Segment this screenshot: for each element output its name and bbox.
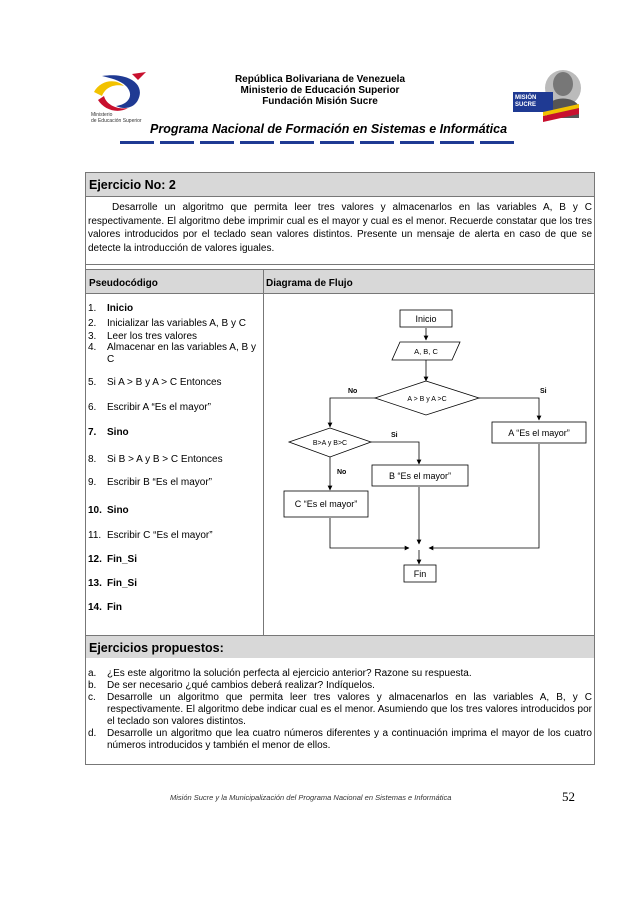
- output-b-label: B “Es el mayor”: [388, 471, 452, 481]
- line-text: Escribir A “Es el mayor”: [107, 402, 211, 413]
- item-letter: a.: [88, 668, 97, 679]
- exercise-table: [85, 172, 595, 765]
- line-text: Escribir C “Es el mayor”: [107, 530, 213, 541]
- ministry-logo-line: Ministerio: [91, 112, 113, 118]
- flow-arrow: [429, 444, 539, 548]
- proposed-item: [88, 668, 592, 680]
- flow-arrow: [371, 442, 419, 464]
- pseudocode-header: Pseudocódigo: [89, 278, 158, 289]
- line-number: 13.: [88, 578, 102, 589]
- line-number: 6.: [88, 402, 97, 413]
- program-title: Programa Nacional de Formación en Sistemas e Informática: [150, 122, 508, 136]
- line-number: 12.: [88, 554, 102, 565]
- ministry-logo-text: [91, 112, 151, 124]
- pseudocode-line: [88, 477, 212, 489]
- pseudocode-line: [88, 530, 213, 542]
- proposed-item: [88, 680, 592, 692]
- output-c-label: C “Es el mayor”: [294, 499, 358, 509]
- line-text: Sino: [107, 427, 129, 438]
- line-text: Inicio: [107, 303, 134, 314]
- header-rule: [120, 141, 520, 144]
- no-label: No: [348, 388, 358, 395]
- line-text: Sino: [107, 505, 129, 516]
- flow-arrow: [330, 518, 409, 548]
- pseudocode-line: [88, 505, 129, 517]
- line-text: Si A > B y A > C Entonces: [107, 377, 222, 388]
- line-number: 1.: [88, 303, 97, 314]
- line-text: Fin_Si: [107, 554, 138, 565]
- line-number: 10.: [88, 505, 102, 516]
- proposed-title: Ejercicios propuestos:: [89, 641, 224, 655]
- start-label: Inicio: [415, 314, 437, 324]
- pseudocode-line: [88, 554, 137, 566]
- output-a-label: A “Es el mayor”: [508, 428, 570, 438]
- line-number: 7.: [88, 427, 97, 438]
- line-text: Inicializar las variables A, B y C: [107, 318, 246, 329]
- header-line-1: República Bolivariana de Venezuela: [234, 74, 406, 85]
- si-label: Si: [391, 432, 398, 439]
- pseudocode-line: [88, 318, 246, 330]
- line-number: 11.: [88, 530, 102, 541]
- line-text: Almacenar en las variables A, B y C: [107, 342, 256, 365]
- flow-arrow: [479, 398, 539, 420]
- si-label: Si: [540, 388, 547, 395]
- line-number: 9.: [88, 477, 97, 488]
- line-text: Leer los tres valores: [107, 331, 198, 342]
- header-line-3: Fundación Misión Sucre: [262, 96, 378, 107]
- pseudocode-line: [88, 377, 222, 389]
- line-number: 8.: [88, 454, 97, 465]
- header-line-2: Ministerio de Educación Superior: [240, 85, 400, 96]
- pseudocode-line: [88, 402, 211, 414]
- header-institution: [160, 74, 480, 107]
- line-number: 3.: [88, 331, 97, 342]
- line-number: 14.: [88, 602, 102, 613]
- pseudocode-line: [88, 342, 257, 365]
- item-text: Desarrolle un algoritmo que lea cuatro números diferentes y a continuación imprima el mayor de los cuatro números introducidos y también el menor de ellos.: [107, 728, 592, 751]
- item-letter: d.: [88, 728, 97, 739]
- flow-arrow: [330, 398, 375, 427]
- item-text: Desarrolle un algoritmo que permita leer tres valores y almacenarlos en las variables A, B, y C respectivamente. El algoritmo debe indicar cual es el menor. Asumiendo que los tres valores introducidos por el teclado son valores distintos.: [107, 692, 592, 727]
- line-number: 5.: [88, 377, 97, 388]
- ministry-logo-icon: [88, 70, 154, 114]
- input-label: A, B, C: [414, 347, 438, 356]
- flowchart-header: Diagrama de Flujo: [266, 278, 353, 289]
- end-label: Fin: [413, 569, 427, 579]
- decision-1-label: A > B y A >C: [407, 396, 447, 403]
- mision-sucre-logo: [513, 66, 581, 126]
- flowchart: [264, 294, 594, 635]
- ministry-logo-line: de Educación Superior: [91, 118, 142, 124]
- item-letter: b.: [88, 680, 97, 691]
- column-header-row: [86, 269, 594, 294]
- mision-sucre-logo-text: MISIÓN SUCRE: [515, 95, 537, 108]
- page-number: 52: [562, 789, 575, 804]
- line-text: Si B > A y B > C Entonces: [107, 454, 223, 465]
- pseudocode-line: [88, 578, 137, 590]
- pseudocode-line: [88, 427, 129, 439]
- item-letter: c.: [88, 692, 96, 703]
- pseudocode-line: [88, 303, 133, 315]
- line-number: 2.: [88, 318, 97, 329]
- proposed-item: [88, 728, 592, 752]
- line-text: Fin: [107, 602, 122, 613]
- no-label: No: [337, 469, 347, 476]
- proposed-header: [86, 636, 594, 658]
- pseudocode-line: [88, 602, 122, 614]
- line-number: 4.: [88, 342, 97, 353]
- pseudocode-line: [88, 454, 223, 466]
- decision-2-label: B>A y B>C: [312, 440, 348, 447]
- line-text: Escribir B “Es el mayor”: [107, 477, 213, 488]
- footer-text: Misión Sucre y la Municipalización del Programa Nacional en Sistemas e Informática: [170, 793, 452, 802]
- item-text: ¿Es este algoritmo la solución perfecta al ejercicio anterior? Razone su respuesta.: [107, 668, 472, 679]
- item-text: De ser necesario ¿qué cambios deberá realizar? Indíquelos.: [107, 680, 375, 691]
- exercise-title: Ejercicio No: 2: [89, 178, 176, 192]
- exercise-description: Desarrolle un algoritmo que permita leer tres valores y almacenarlos en las variables A, B y C respectivamente. El algoritmo debe imprimir cual es el mayor y cual es el menor. Recuerde constatar que los tres valores introducidos por el teclado sean valores distintos. Presente un mensaje de alerta en caso de que se detecte la introducción de valores iguales.: [88, 202, 592, 254]
- table-divider: [86, 264, 594, 265]
- pseudocode-line: [88, 331, 197, 343]
- proposed-item: [88, 692, 592, 728]
- exercise-header: [86, 173, 594, 197]
- line-text: Fin_Si: [107, 578, 138, 589]
